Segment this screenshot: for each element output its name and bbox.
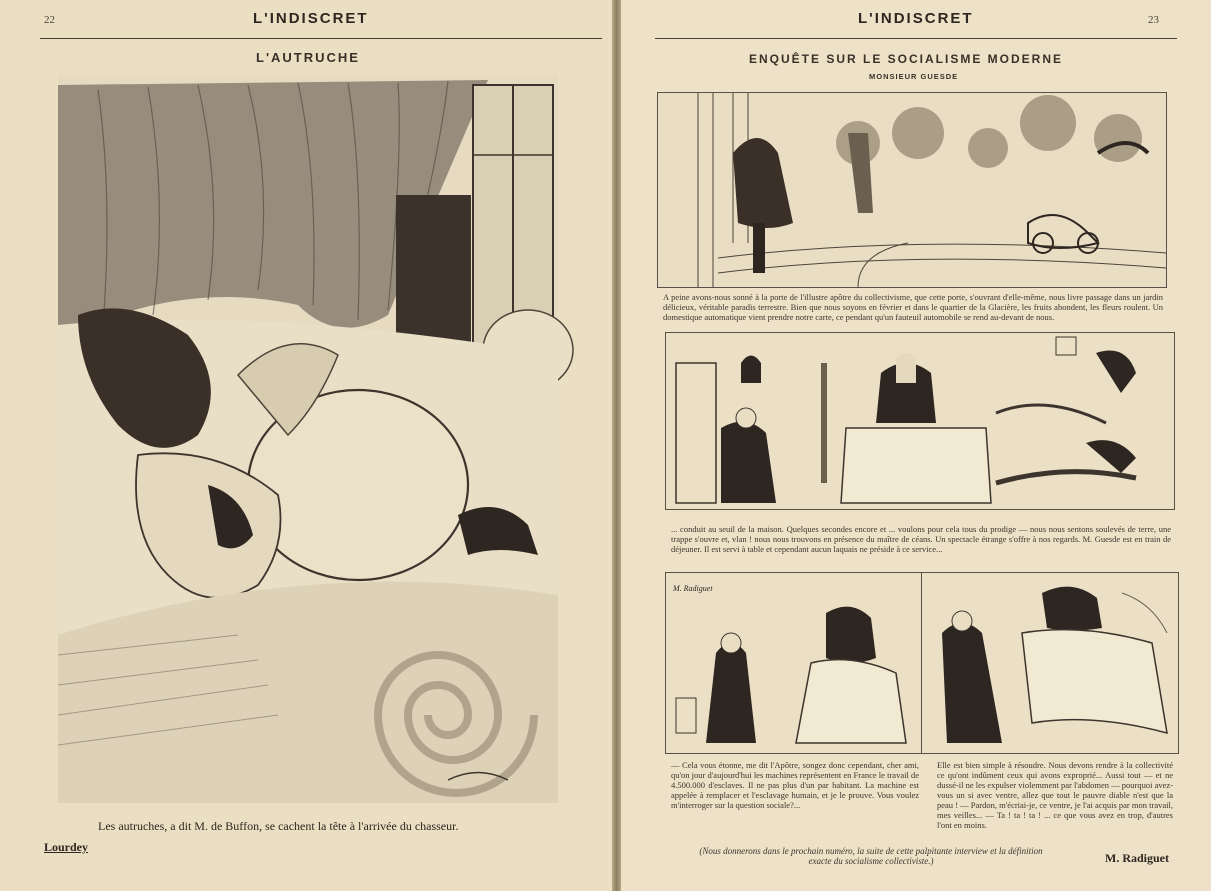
- text-column-right: Elle est bien simple à résoudre. Nous devons rendre à la collectivité ce qu'ont indûment ceux qui avons exproprié... Aussi tout — et ne dussé-il ne les expulser violemment par l'abdomen — pourquoi avez-vous un si avec ventre, allez que tout le pauvre diable n'est que la peau ! — Pardon, m'écriai-je, ce ventre, je l'ai acquis par mon travail, mes veilles... — Ta ! ta ! ta ! ... ce que vous avez en trop, d'autres l'ont en moins.: [937, 760, 1173, 830]
- left-head-rule: [40, 38, 602, 39]
- text-block-2: ... conduit au seuil de la maison. Quelques secondes encore et ... voulons pour cela tous du prodige — nous nous sentons soulevés de terre, une trappe s'ouvre et, vlan ! nous nous trouvons en présence du maître de céans. Un spectacle étrange s'offre à nos regards. M. Guesde est en train de déjeuner. Il est servi à table et cependant aucun laquais ne préside à ce service...: [671, 524, 1171, 554]
- left-folio: 22: [44, 14, 55, 26]
- panel-conversation-right: [921, 572, 1179, 754]
- right-title: ENQUÊTE SUR LE SOCIALISME MODERNE: [749, 52, 1064, 66]
- panel-conversation-left: [665, 572, 923, 754]
- ostrich-illustration: [58, 75, 558, 803]
- ostrich-drawing: [58, 75, 558, 803]
- left-running-head: L'INDISCRET: [253, 10, 369, 27]
- right-page: [621, 0, 1211, 891]
- book-gutter: [612, 0, 621, 891]
- panel-garden: [657, 92, 1167, 288]
- right-folio: 23: [1148, 14, 1159, 26]
- text-block-1: A peine avons-nous sonné à la porte de l'illustre apôtre du collectivisme, que cette porte, s'ouvrant d'elle-même, nous livre passage dans un jardin délicieux, véritable paradis terrestre. Bien que nous soyons en février et dans le quartier de la Glacière, les fruits abondent, les fleurs roulent. Un domestique automatique vient prendre notre carte, ce pendant qu'un fauteuil automobile se rend au-devant de nous.: [663, 292, 1163, 322]
- right-signature: M. Radiguet: [1105, 851, 1169, 865]
- left-artist-credit: Lourdey: [44, 840, 89, 854]
- right-running-head: L'INDISCRET: [858, 10, 974, 27]
- right-subtitle: MONSIEUR GUESDE: [869, 72, 959, 81]
- garden-drawing: [658, 93, 1166, 287]
- left-plate-title: L'AUTRUCHE: [256, 50, 360, 65]
- right-head-rule: [655, 38, 1177, 39]
- conversation-right-drawing: [922, 573, 1178, 753]
- panel-signature: M. Radiguet: [673, 584, 713, 593]
- left-caption: Les autruches, a dit M. de Buffon, se cachent la tête à l'arrivée du chasseur.: [98, 819, 459, 833]
- conversation-left-drawing: [666, 573, 922, 753]
- dining-drawing: [666, 333, 1174, 509]
- panel-dining: [665, 332, 1175, 510]
- footnote: (Nous donnerons dans le prochain numéro, la suite de cette palpitante interview et la définition exacte du socialisme collectiviste.): [699, 846, 1043, 866]
- text-column-left: — Cela vous étonne, me dit l'Apôtre, songez donc cependant, cher ami, qu'on jour d'aujourd'hui les machines représentent en France le travail de 4.500.000 d'esclaves. Il ne pas plus d'un par habitant. La machine est appelée à remplacer et l'esclavage humain, et je le prouve. Vous voulez m'interroger sur la question sociale?...: [671, 760, 919, 810]
